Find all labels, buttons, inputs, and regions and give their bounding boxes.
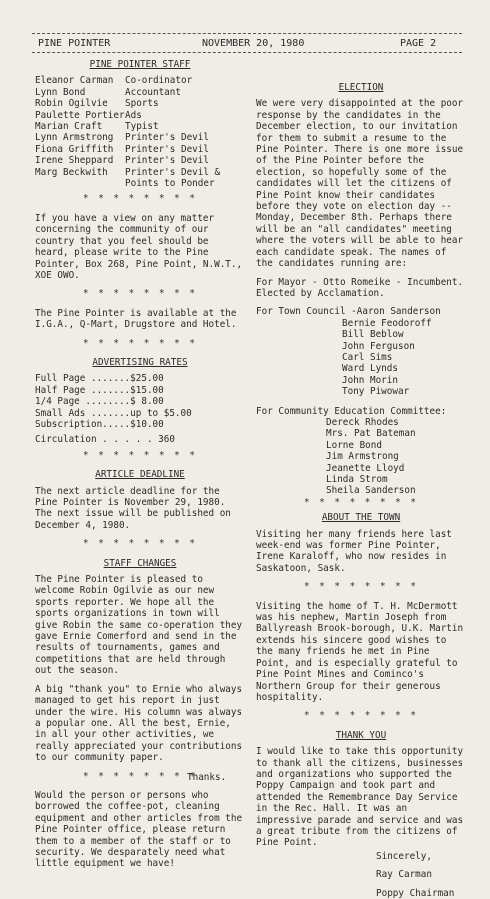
separator-stars: * * * * * * * * [83, 337, 197, 349]
staff-role: Printer's Devil [125, 132, 209, 144]
staff-row [35, 110, 245, 121]
staff-name: Fiona Griffith [35, 143, 114, 155]
candidate: Jim Armstrong [326, 451, 399, 463]
council-label: For Town Council -Aaron Sanderson [256, 306, 441, 318]
staff-changes-paragraph: The Pine Pointer is pleased to welcome Robin Ogilvie as our new sports reporter. We hope all the sports organizations in town will give Robin the same co-operation they gave Ernie Comerford and send in the results of tournaments, games and competitions that are held through out the season. [35, 574, 243, 677]
thank-you-paragraph: I would like to take this opportunity to thank all the citizens, businesses and organizations who supported the Poppy Campaign and took part and attended the Remembrance Day Service in the Rec. Hall. It was an impressive parade and service and was a great tribute from the citizens of Pine Point. [256, 746, 464, 849]
candidate: Lorne Bond [326, 439, 382, 451]
election-paragraph: We were very disappointed at the poor response by the candidates in the December election, to our invitation for them to submit a resume to the Pine Pointer. There is one more issue of the Pine Pointer before the election, so hopefully some of the candidates will let the citizens of Pine Point know their candidates before they vote on election day -- Monday, December 8th. Perhaps there will be an "all candidates" meeting where the voters will be able to hear each candidate speak. The names of the candidates running are: [256, 98, 464, 270]
separator-stars: * * * * * * * * [83, 288, 197, 300]
candidate: John Ferguson [342, 340, 415, 352]
separator-stars: * * * * * * * * [83, 770, 197, 782]
circulation-row: Circulation . . . . . 360 [35, 434, 175, 446]
candidate: Bernie Feodoroff [342, 317, 432, 329]
staff-row [35, 121, 245, 132]
rates-list [35, 373, 245, 445]
staff-row [35, 87, 245, 98]
rates-title: ADVERTISING RATES [92, 356, 188, 368]
rate-row: Subscription.....$10.00 [35, 418, 164, 430]
staff-changes-paragraph: A big "thank you" to Ernie who always managed to get his report in just under the wire. His column was always a popular one. All the best, Ernie, in all your other activities, we really appreciated your contributions to our community paper. [35, 683, 243, 764]
candidate: Carl Sims [342, 351, 393, 363]
candidate: John Morin [342, 374, 398, 386]
staff-name: Irene Sheppard [35, 155, 114, 167]
deadline-title: ARTICLE DEADLINE [95, 469, 185, 481]
staff-row [35, 155, 245, 166]
staff-title: PINE POINTER STAFF [89, 59, 191, 70]
signature-position: Poppy Chairman [376, 887, 455, 899]
staff-changes-title: STAFF CHANGES [103, 557, 177, 569]
staff-role: Printer's Devil & Points to Ponder [125, 166, 221, 190]
candidate: Ward Lynds [342, 363, 398, 375]
left-column [35, 57, 245, 877]
separator-stars: * * * * * * * * [304, 496, 418, 508]
staff-name: Marg Beckwith [35, 166, 108, 178]
candidate: Tony Piwowar [342, 386, 410, 398]
staff-name: Robin Ogilvie [35, 98, 108, 110]
coffee-pot-paragraph: Would the person or persons who borrowed the coffee-pot, cleaning equipment and other articles from the Pine Pointer office, please return them to a member of the staff or to security. We desparately need what little equipment we have! [35, 789, 243, 870]
separator-stars: * * * * * * * * [83, 538, 197, 550]
header-rule [32, 52, 462, 53]
issue-date: NOVEMBER 20, 1980 [202, 38, 305, 49]
thank-you-title: THANK YOU [335, 729, 387, 741]
closing: Sincerely, [376, 850, 432, 862]
about-paragraph: Visiting her many friends here last week-end was former Pine Pointer, Irene Karaloff, who now resides in Saskatoon, Sask. [256, 528, 452, 574]
staff-name: Marian Craft [35, 121, 103, 133]
signature-name: Ray Carman [376, 869, 432, 881]
view-paragraph: If you have a view on any matter concerning the community of our country that you feel should be heard, please write to the Pine Pointer, Box 268, Pine Point, N.W.T., XOE OWO. [35, 212, 243, 281]
rate-row: 1/4 Page ........$ 8.00 [35, 396, 164, 408]
candidate: Sheila Sanderson [326, 485, 416, 497]
staff-name: Eleanor Carman [35, 75, 114, 87]
staff-role: Sports [125, 98, 159, 110]
rate-row: Half Page .......$15.00 [35, 384, 164, 396]
separator-stars: * * * * * * * * [83, 193, 197, 205]
availability-paragraph: The Pine Pointer is available at the I.G.A., Q-Mart, Drugstore and Hotel. [35, 307, 237, 331]
page-number: PAGE 2 [400, 38, 437, 49]
staff-role: Printer's Devil [125, 143, 209, 155]
paper-name: PINE POINTER [38, 38, 111, 49]
separator-stars: * * * * * * * * [83, 449, 197, 461]
staff-role: Ads [125, 109, 142, 121]
candidate: Jeanette Lloyd [326, 462, 405, 474]
staff-role: Printer's Devil [125, 155, 209, 167]
candidate: Bill Beblow [342, 329, 404, 341]
candidate: Mrs. Pat Bateman [326, 428, 416, 440]
candidate: Linda Strom [326, 474, 388, 485]
staff-row [35, 167, 245, 190]
education-label: For Community Education Committee: [256, 405, 447, 417]
staff-name: Paulette Portier [35, 109, 125, 121]
staff-role: Co-ordinator [125, 75, 193, 87]
deadline-paragraph: The next article deadline for the Pine Pointer is November 29, 1980. The next issue will be published on December 4, 1980. [35, 485, 231, 531]
separator-stars: * * * * * * * * [304, 710, 418, 722]
staff-row [35, 132, 245, 143]
staff-row [35, 144, 245, 155]
about-paragraph: Visiting the home of T. H. McDermott was his nephew, Martin Joseph from Ballyreash Brook-borough, U.K. Martin extends his sincere good wishes to the many friends he met in Pine Point, and is especially grateful to Pine Point Mines and Cominco's Northern Group for their generous hospitality. [256, 600, 464, 703]
staff-list [35, 75, 245, 189]
staff-name: Lynn Armstrong [35, 132, 114, 144]
separator-stars: * * * * * * * * [304, 581, 418, 593]
coffee-thanks: Thanks. [187, 772, 227, 783]
candidate: Dereck Rhodes [326, 416, 399, 428]
election-title: ELECTION [338, 82, 384, 93]
staff-name: Lynn Bond [35, 86, 86, 98]
staff-role: Accountant [125, 86, 181, 98]
right-column [256, 80, 466, 899]
staff-row [35, 75, 245, 86]
rate-row: Full Page .......$25.00 [35, 373, 164, 385]
rate-row: Small Ads .......up to $5.00 [35, 407, 192, 419]
top-rule [32, 33, 462, 34]
staff-role: Typist [125, 121, 159, 133]
mayor-line: For Mayor - Otto Romeike - Incumbent. Elected by Acclamation. [256, 276, 464, 299]
about-title: ABOUT THE TOWN [321, 512, 401, 524]
staff-row [35, 98, 245, 109]
